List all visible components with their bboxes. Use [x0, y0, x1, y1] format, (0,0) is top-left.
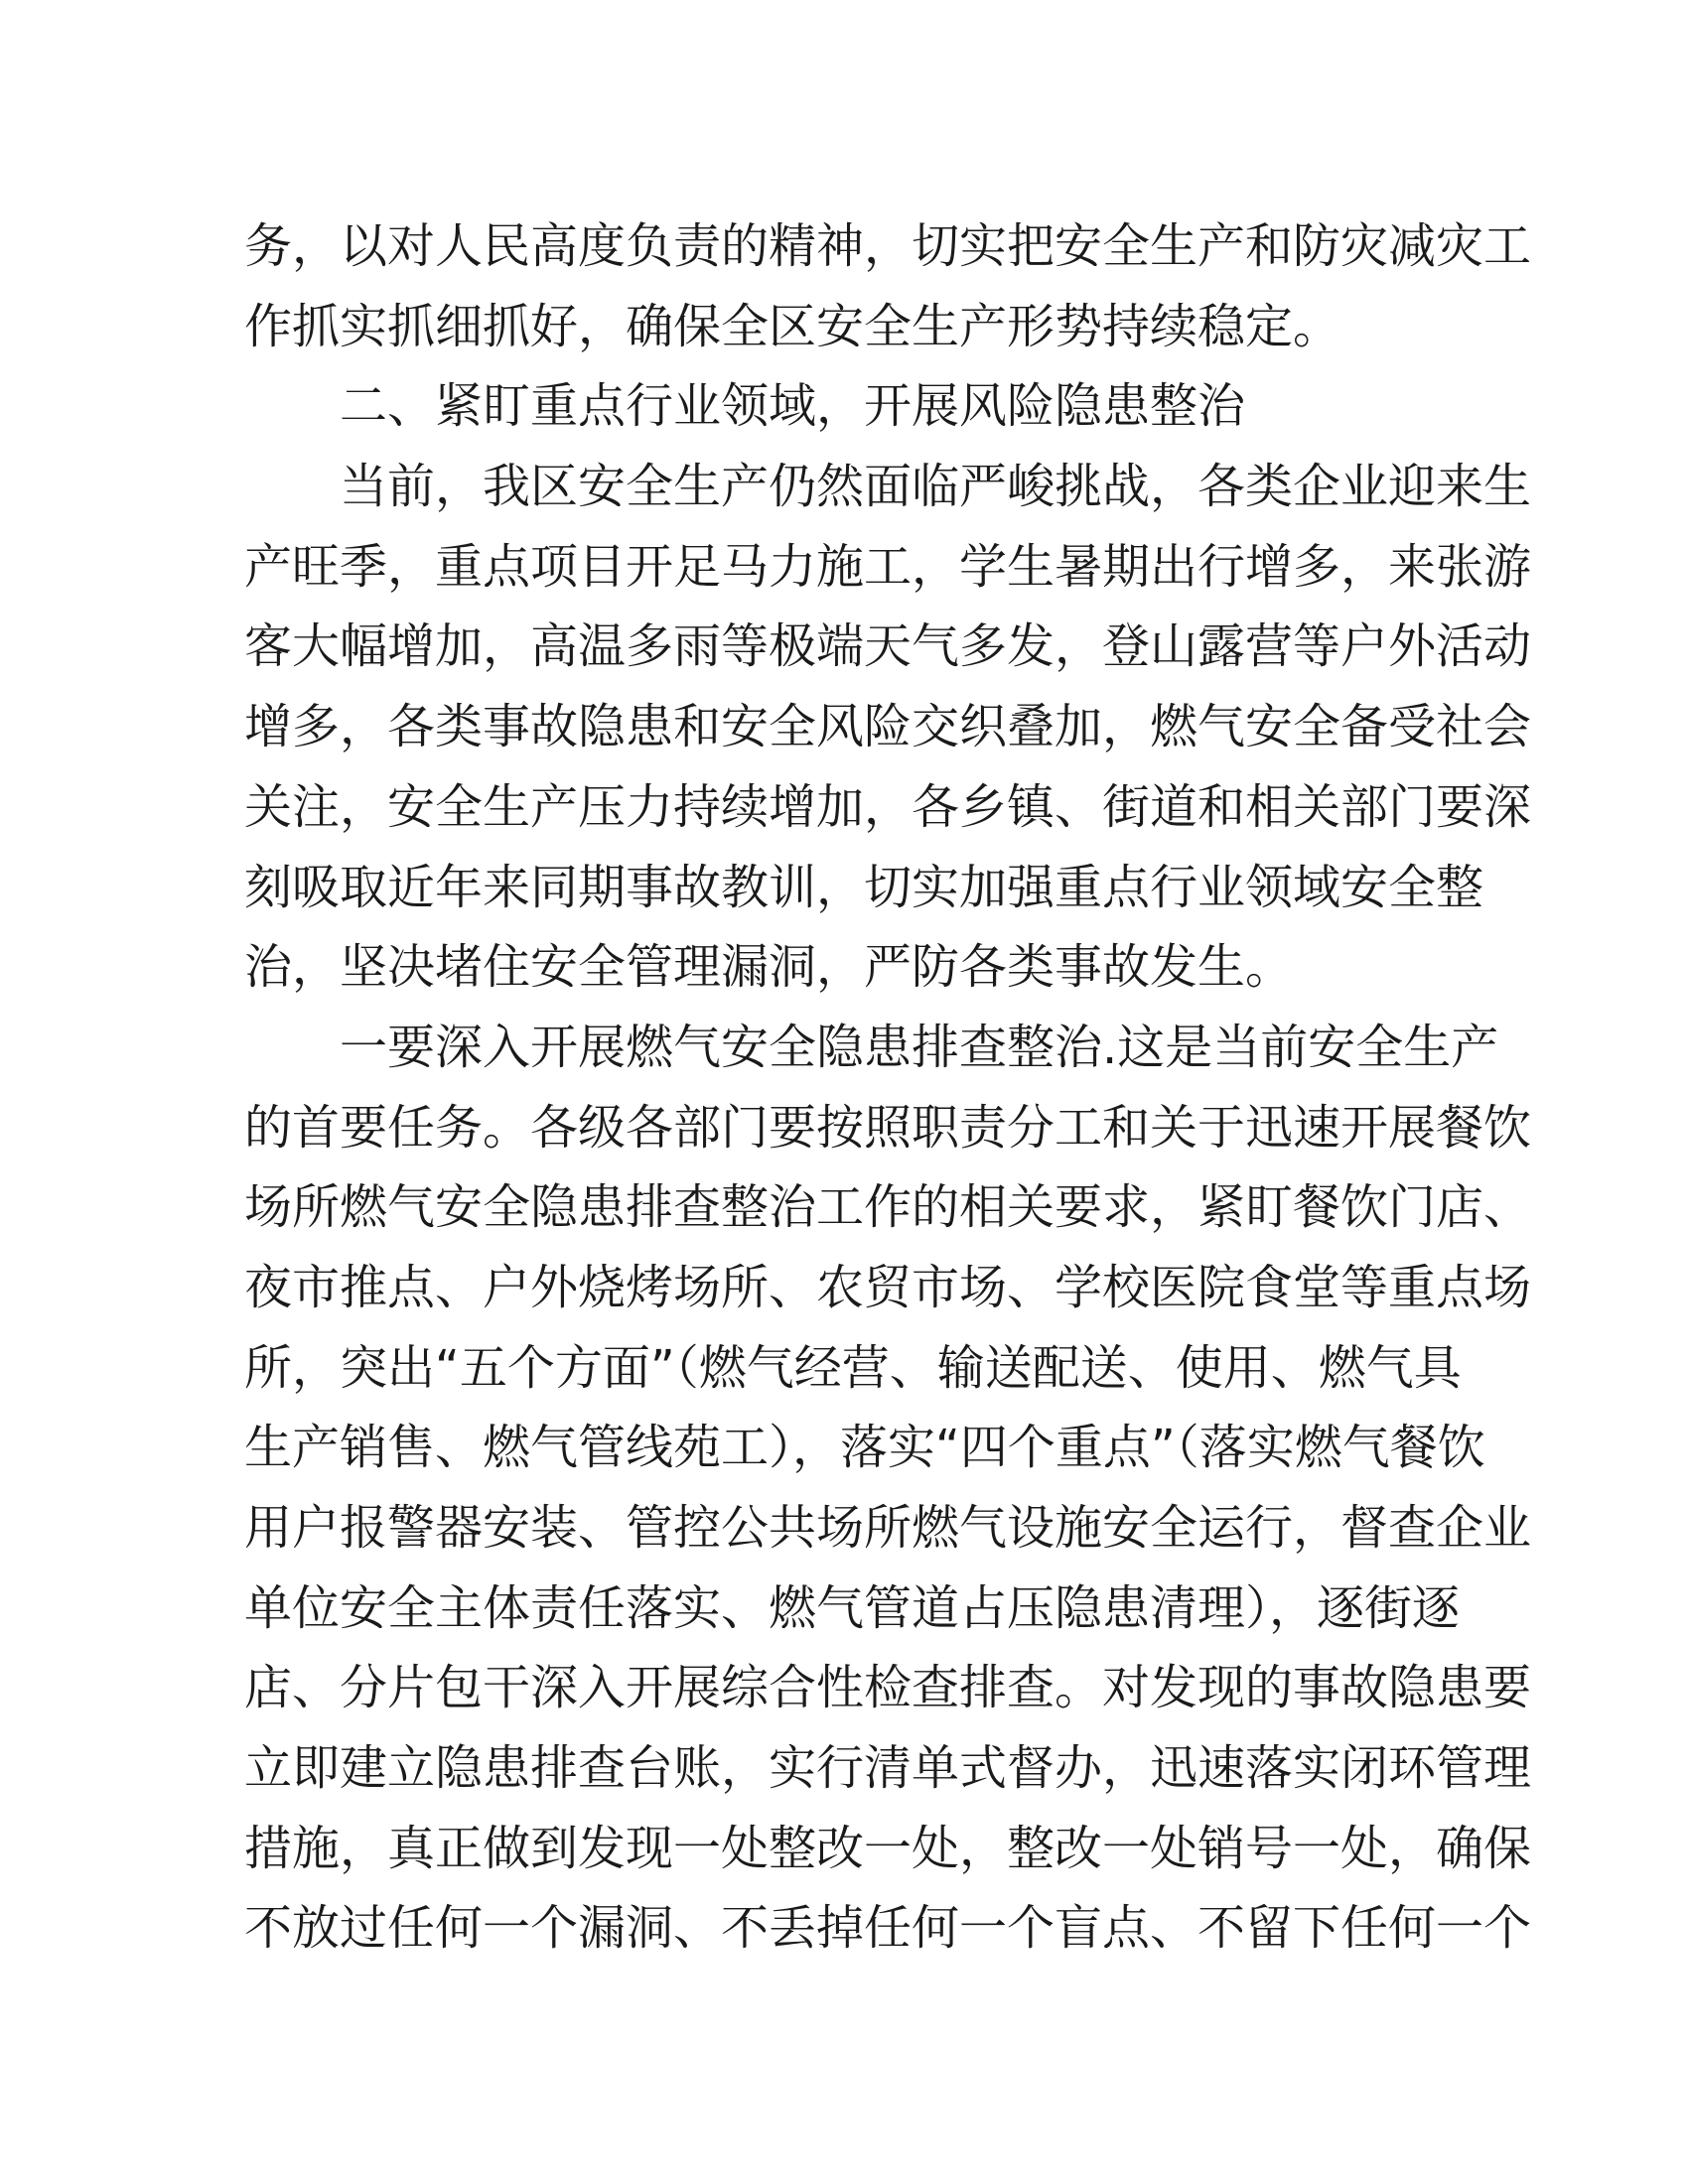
text-line: 立即建立隐患排查台账，实行清单式督办，迅速落实闭环管理 [244, 1740, 1532, 1797]
text-line: 客大幅增加，高温多雨等极端天气多发，登山露营等户外活动 [244, 618, 1532, 675]
text-line: 当前，我区安全生产仍然面临严峻挑战，各类企业迎来生 [340, 459, 1532, 515]
text-line: 所，突出“五个方面”（燃气经营、输送配送、使用、燃气具 [244, 1339, 1462, 1396]
text-line: 场所燃气安全隐患排查整治工作的相关要求，紧盯餐饮门店、 [244, 1179, 1532, 1236]
text-line: 生产销售、燃气管线苑工），落实“四个重点”（落实燃气餐饮 [244, 1420, 1485, 1476]
text-line: 措施，真正做到发现一处整改一处，整改一处销号一处，确保 [244, 1820, 1532, 1876]
document-body [244, 206, 1532, 1969]
text-line: 夜市推点、户外烧烤场所、农贸市场、学校医院食堂等重点场 [244, 1259, 1532, 1315]
text-line: 务，以对人民高度负责的精神，切实把安全生产和防灾减灾工 [244, 218, 1532, 274]
text-line: 用户报警器安装、管控公共场所燃气设施安全运行，督查企业 [244, 1500, 1532, 1556]
text-line: 不放过任何一个漏洞、不丢掉任何一个盲点、不留下任何一个 [244, 1900, 1532, 1957]
text-line: 治，坚决堵住安全管理漏洞，严防各类事故发生。 [244, 939, 1294, 996]
section-heading: 二、紧盯重点行业领域，开展风险隐患整治 [340, 378, 1246, 435]
text-line: 的首要任务。各级各部门要按照职责分工和关于迅速开展餐饮 [244, 1099, 1532, 1156]
text-line: 增多，各类事故隐患和安全风险交织叠加，燃气安全备受社会 [244, 699, 1532, 755]
text-line: 单位安全主体责任落实、燃气管道占压隐患清理），逐街逐 [244, 1579, 1461, 1636]
text-line: 刻吸取近年来同期事故教训，切实加强重点行业领域安全整 [244, 859, 1484, 915]
text-line: 一要深入开展燃气安全隐患排查整治.这是当前安全生产 [340, 1019, 1499, 1075]
text-line: 关注，安全生产压力持续增加，各乡镇、街道和相关部门要深 [244, 778, 1532, 835]
text-line: 店、分片包干深入开展综合性检查排查。对发现的事故隐患要 [244, 1660, 1532, 1716]
text-line: 作抓实抓细抓好，确保全区安全生产形势持续稳定。 [244, 298, 1341, 354]
text-line: 产旺季，重点项目开足马力施工，学生暑期出行增多，来张游 [244, 538, 1532, 595]
